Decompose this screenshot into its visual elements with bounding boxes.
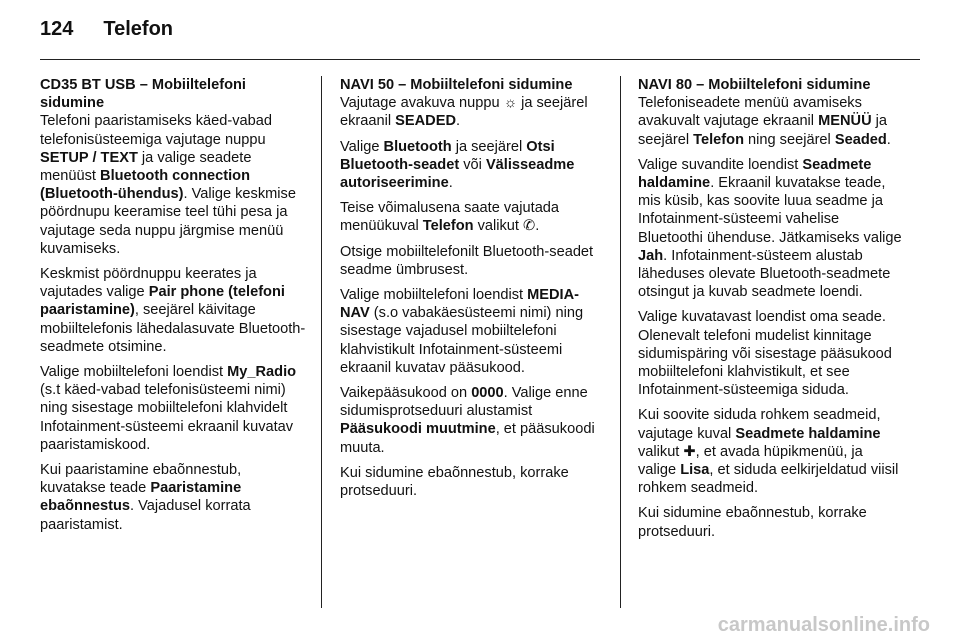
page-header bbox=[40, 18, 173, 48]
paragraph: Otsige mobiiltelefonilt Bluetooth-seadet seadme ümbrusest. bbox=[340, 243, 594, 278]
phone-icon: ✆ bbox=[523, 218, 536, 235]
paragraph: Valige Bluetooth ja seejärel Otsi Bluetooth-seadet või Välisseadme autoriseerimine. bbox=[340, 138, 575, 192]
home-settings-icon: ☼ bbox=[503, 95, 518, 112]
paragraph: Kui sidumine ebaõnnestub, korrake protseduuri. bbox=[638, 505, 867, 540]
page-number: 124 bbox=[40, 18, 74, 40]
paragraph: Kui sidumine ebaõnnestub, korrake protseduuri. bbox=[340, 464, 569, 500]
plus-icon: ✚ bbox=[683, 443, 696, 460]
column-divider bbox=[620, 76, 621, 608]
paragraph: Vaikepääsukood on 0000. Valige enne sidumisprotseduuri alustamist Pääsukoodi muutmine, et pääsukoodi muuta. bbox=[340, 385, 595, 456]
paragraph: Teise võimalusena saate vajutada menüükuval Telefon valikut ✆. bbox=[340, 200, 560, 235]
page-title: Telefon bbox=[103, 18, 174, 40]
column-navi80 bbox=[638, 76, 902, 548]
column-cd35 bbox=[40, 76, 308, 541]
paragraph: Valige mobiiltelefoni loendist My_Radio (s.t käed-vabad telefonisüsteemi nimi) ning sisestage mobiiltelefoni klahvidelt Infotainment-süsteemi ekraanil kuvatav paaristamiskood. bbox=[40, 364, 297, 453]
column-navi50 bbox=[340, 76, 602, 507]
header-rule bbox=[40, 59, 920, 60]
paragraph: Valige suvandite loendist Seadmete haldamine. Ekraanil kuvatakse teade, mis küsib, kas soovite luua seadme ja Infotainment-süsteemi vahelise Bluetoothi ühenduse. Jätkamiseks valige Jah. Infotainment-süsteem alustab läheduses olevate Bluetooth-seadmete otsingut ja kuvab seadmete loendi. bbox=[638, 156, 902, 301]
paragraph: Keskmist pöördnuppu keerates ja vajutades valige Pair phone (telefoni paaristamine), seejärel käivitage mobiiltelefonis lähedalasuvate Bluetooth-seadmete otsimine. bbox=[40, 266, 306, 355]
section-heading-navi50: NAVI 50 – Mobiiltelefoni sidumine bbox=[340, 77, 573, 93]
watermark: carmanualsonline.info bbox=[717, 614, 930, 636]
paragraph: Kui soovite siduda rohkem seadmeid, vajutage kuval Seadmete haldamine valikut ✚, et avada hüpikmenüü, ja valige Lisa, et siduda eelkirjeldatud viisil rohkem seadmeid. bbox=[638, 407, 899, 497]
paragraph: Telefoniseadete menüü avamiseks avakuvalt vajutage ekraanil MENÜÜ ja seejärel Telefon ning seejärel Seaded. bbox=[638, 95, 891, 148]
paragraph: Kui paaristamine ebaõnnestub, kuvatakse teade Paaristamine ebaõnnestus. Vajadusel korrata paaristamist. bbox=[40, 462, 251, 533]
column-divider bbox=[321, 76, 322, 608]
section-heading-cd35: CD35 BT USB – Mobiiltelefoni sidumine bbox=[40, 77, 246, 112]
section-heading-navi80: NAVI 80 – Mobiiltelefoni sidumine bbox=[638, 77, 871, 93]
paragraph: Valige kuvatavast loendist oma seade. Olenevalt telefoni mudelist kinnitage sidumispäring või sisestage pääsukood mobiiltelefoni klahvistikult, et see Infotainment-süsteemiga siduda. bbox=[638, 309, 892, 399]
paragraph: Telefoni paaristamiseks käed-vabad telefonisüsteemiga vajutage nuppu SETUP / TEXT ja valige seadete menüüst Bluetooth connection (Bluetooth-ühendus). Valige keskmise pöördnupu keeramise teel tühi pesa ja vajutage seda nuppu järgmise menüü kuvamiseks. bbox=[40, 113, 296, 257]
paragraph: Valige mobiiltelefoni loendist MEDIA-NAV (s.o vabakäesüsteemi nimi) ning sisestage vajadusel mobiiltelefoni klahvistikult Infotainment-süsteemi ekraanil kuvatav pääsukood. bbox=[340, 287, 584, 376]
paragraph: Vajutage avakuva nuppu ☼ ja seejärel ekraanil SEADED. bbox=[340, 95, 588, 130]
